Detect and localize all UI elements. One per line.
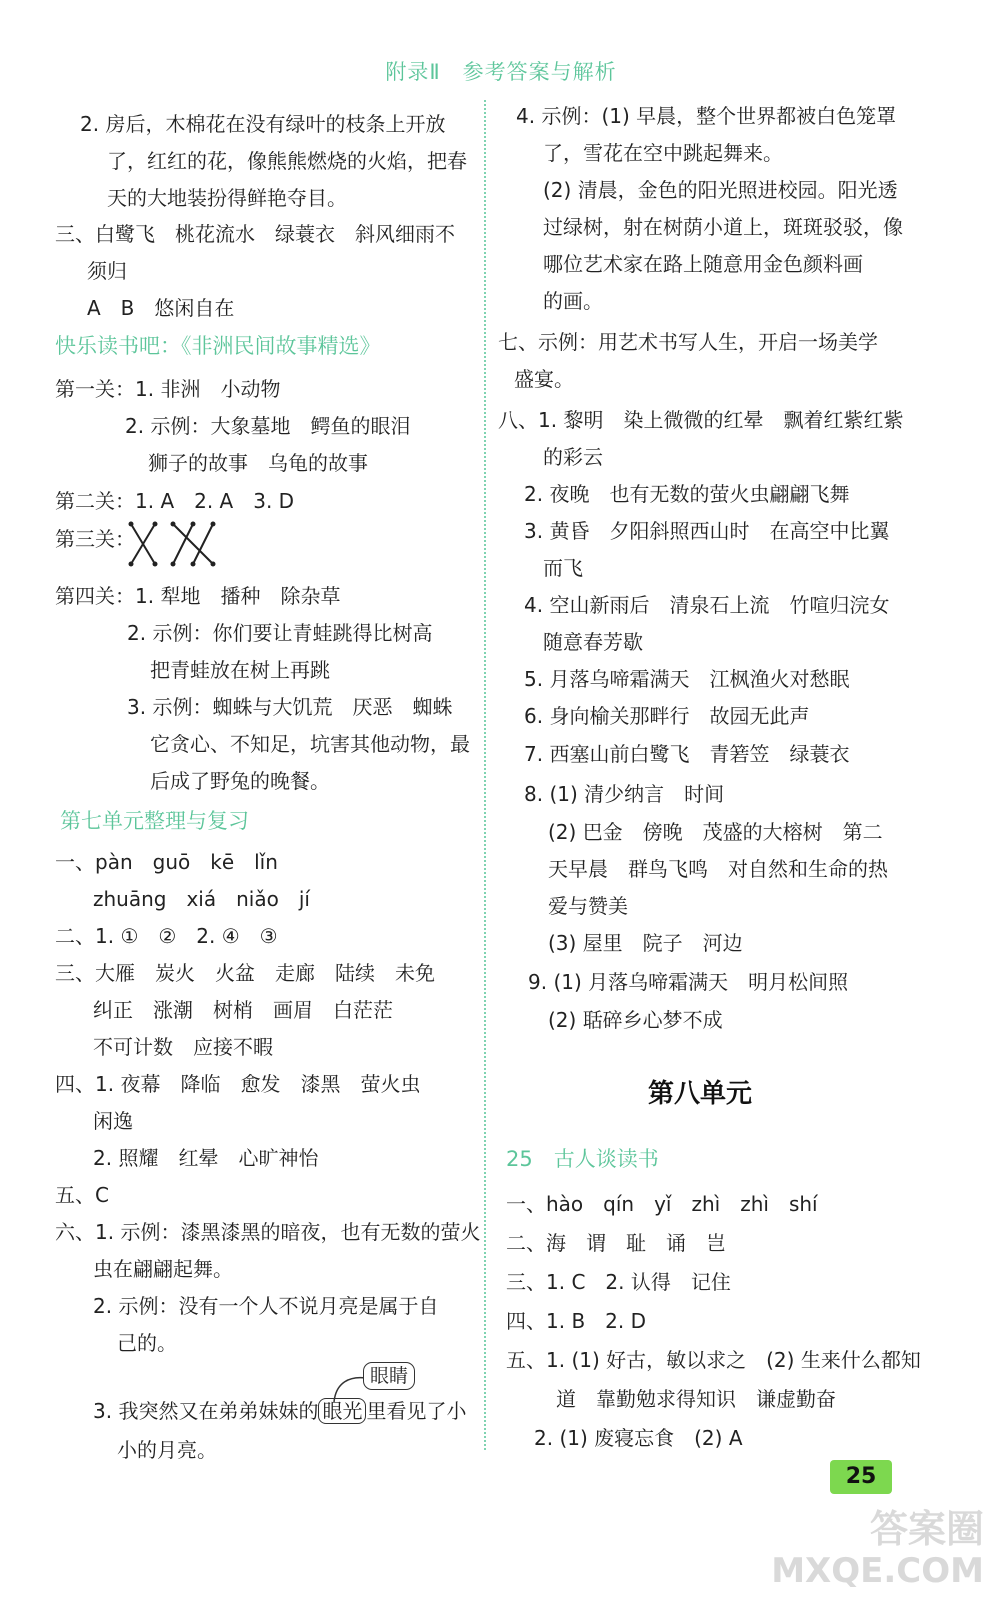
answer-line: 八、1. 黎明 染上微微的红晕 飘着红紫红紫 bbox=[498, 408, 904, 432]
answer-line: 哪位艺术家在路上随意用金色颜料画 bbox=[543, 252, 863, 276]
answer-line: 2. (1) 废寝忘食 (2) A bbox=[534, 1426, 743, 1450]
correction-annotation: 眼睛 bbox=[363, 1362, 415, 1390]
unit-title: 第八单元 bbox=[648, 1079, 753, 1109]
answer-line: 纠正 涨潮 树梢 画眉 白茫茫 bbox=[93, 998, 393, 1022]
answer-text: 3. 我突然又在弟弟妹妹的 bbox=[93, 1399, 319, 1423]
answer-line: 二、海 谓 耻 诵 岂 bbox=[506, 1231, 726, 1255]
answer-line: (2) 清晨，金色的阳光照进校园。阳光透 bbox=[543, 178, 898, 202]
answer-line: 9. (1) 月落乌啼霜满天 明月松间照 bbox=[528, 970, 849, 994]
answer-line: 7. 西塞山前白鹭飞 青箬笠 绿蓑衣 bbox=[524, 742, 850, 766]
answer-line: 不可计数 应接不暇 bbox=[93, 1035, 273, 1059]
answer-line: 二、1. ① ② 2. ④ ③ bbox=[55, 924, 278, 948]
answer-line: 2. 夜晚 也有无数的萤火虫翩翩飞舞 bbox=[524, 482, 850, 506]
answer-line: 随意春芳歇 bbox=[543, 630, 643, 654]
answer-line: (3) 屋里 院子 河边 bbox=[548, 931, 743, 955]
answer-line: 而飞 bbox=[543, 556, 583, 580]
watermark bbox=[771, 1508, 984, 1592]
answer-line: (2) 聒碎乡心梦不成 bbox=[548, 1008, 723, 1032]
answer-line: 3. 黄昏 夕阳斜照西山时 在高空中比翼 bbox=[524, 519, 890, 543]
answer-line: 五、C bbox=[55, 1183, 109, 1207]
answer-line: 一、hào qín yǐ zhì zhì shí bbox=[506, 1192, 818, 1216]
answer-line: 须归 bbox=[87, 259, 127, 283]
answer-line: 三、大雁 炭火 火盆 走廊 陆续 未免 bbox=[55, 961, 435, 985]
answer-line: 五、1. (1) 好古，敏以求之 (2) 生来什么都知 bbox=[506, 1348, 921, 1372]
answer-line: 第三关： bbox=[55, 527, 135, 551]
answer-line: 2. 照耀 红晕 心旷神怡 bbox=[93, 1146, 319, 1170]
answer-line: 小的月亮。 bbox=[117, 1438, 217, 1462]
answer-line: 盛宴。 bbox=[514, 367, 574, 391]
answer-line: 5. 月落乌啼霜满天 江枫渔火对愁眠 bbox=[524, 667, 850, 691]
answer-line: 2. 示例：没有一个人不说月亮是属于自 bbox=[93, 1294, 439, 1318]
watermark-url: MXQE.COM bbox=[771, 1551, 984, 1591]
answer-line: 狮子的故事 乌龟的故事 bbox=[148, 451, 368, 475]
answer-line-edited bbox=[93, 1397, 466, 1425]
answer-line: 2. 房后，木棉花在没有绿叶的枝条上开放 bbox=[80, 112, 446, 136]
answer-line: 2. 示例：你们要让青蛙跳得比树高 bbox=[127, 621, 433, 645]
answer-line: 己的。 bbox=[117, 1331, 177, 1355]
answer-line: 道 靠勤勉求得知识 谦虚勤奋 bbox=[556, 1387, 836, 1411]
section-title: 快乐读书吧：《非洲民间故事精选》 bbox=[55, 334, 381, 358]
answer-line: 4. 空山新雨后 清泉石上流 竹喧归浣女 bbox=[524, 593, 890, 617]
answer-line: 4. 示例：(1) 早晨，整个世界都被白色笼罩 bbox=[516, 104, 897, 128]
answer-line: 第四关：1. 犁地 播种 除杂草 bbox=[55, 584, 341, 608]
answer-line: 后成了野兔的晚餐。 bbox=[150, 769, 330, 793]
answer-line: zhuāng xiá niǎo jí bbox=[93, 887, 310, 911]
answer-line: 四、1. 夜幕 降临 愈发 漆黑 萤火虫 bbox=[55, 1072, 421, 1096]
answer-line: 2. 示例：大象墓地 鳄鱼的眼泪 bbox=[125, 414, 411, 438]
answer-line: 的彩云 bbox=[543, 445, 603, 469]
answer-line: 3. 示例：蜘蛛与大饥荒 厌恶 蜘蛛 bbox=[127, 695, 453, 719]
section-title: 第七单元整理与复习 bbox=[60, 809, 249, 833]
answer-line: 第二关：1. A 2. A 3. D bbox=[55, 489, 295, 513]
answer-line: 一、pàn guō kē lǐn bbox=[55, 850, 278, 874]
answer-line: 虫在翩翩起舞。 bbox=[93, 1257, 233, 1281]
answer-line: 天早晨 群鸟飞鸣 对自然和生命的热 bbox=[548, 857, 888, 881]
answer-line: 把青蛙放在树上再跳 bbox=[150, 658, 330, 682]
page-header: 附录Ⅱ 参考答案与解析 bbox=[385, 60, 617, 84]
answer-line: 三、1. C 2. 认得 记住 bbox=[506, 1270, 731, 1294]
answer-line: 三、白鹭飞 桃花流水 绿蓑衣 斜风细雨不 bbox=[55, 222, 455, 246]
answer-line: 6. 身向榆关那畔行 故园无此声 bbox=[524, 704, 810, 728]
answer-line: (2) 巴金 傍晚 茂盛的大榕树 第二 bbox=[548, 820, 883, 844]
answer-line: 七、示例：用艺术书写人生，开启一场美学 bbox=[498, 330, 878, 354]
answer-line: 第一关：1. 非洲 小动物 bbox=[55, 377, 281, 401]
answer-line: 过绿树，射在树荫小道上，斑斑驳驳，像 bbox=[543, 215, 903, 239]
answer-line: 四、1. B 2. D bbox=[506, 1309, 646, 1333]
column-divider bbox=[484, 100, 486, 1450]
answer-line: 了，雪花在空中跳起舞来。 bbox=[543, 141, 783, 165]
watermark-text: 答案圈 bbox=[869, 1507, 984, 1551]
circled-word: 眼光 bbox=[318, 1398, 366, 1424]
answer-line: 的画。 bbox=[543, 289, 603, 313]
matching-lines-icon bbox=[125, 520, 225, 568]
answer-text: 里看见了小 bbox=[366, 1399, 467, 1423]
answer-line: 六、1. 示例：漆黑漆黑的暗夜，也有无数的萤火 bbox=[55, 1220, 481, 1244]
answer-line: 了，红红的花，像熊熊燃烧的火焰，把春 bbox=[107, 149, 467, 173]
answer-line: A B 悠闲自在 bbox=[87, 296, 235, 320]
answer-line: 爱与赞美 bbox=[548, 894, 628, 918]
answer-line: 它贪心、不知足，坑害其他动物，最 bbox=[150, 732, 470, 756]
answer-line: 8. (1) 清少纳言 时间 bbox=[524, 782, 725, 806]
lesson-title: 25 古人谈读书 bbox=[506, 1147, 659, 1171]
page-number: 25 bbox=[830, 1460, 892, 1494]
answer-line: 天的大地装扮得鲜艳夺目。 bbox=[107, 186, 347, 210]
answer-line: 闲逸 bbox=[93, 1109, 133, 1133]
